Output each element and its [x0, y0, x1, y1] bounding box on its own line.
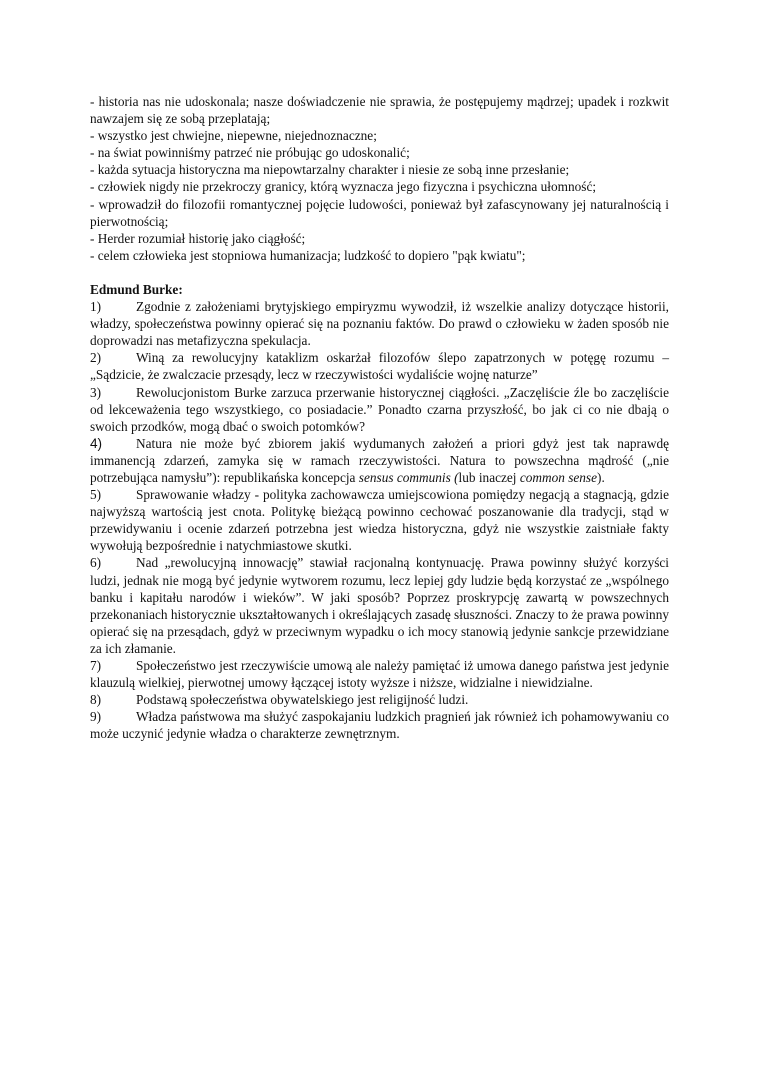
herder-bullet-list	[90, 93, 669, 264]
numbered-item	[90, 435, 669, 486]
item-number: 3)	[90, 384, 102, 400]
numbered-item	[90, 657, 669, 691]
item-text: Społeczeństwo jest rzeczywiście umową ale należy pamiętać iż umowa danego państwa jest jedynie klauzulą wielkiej, pierwotnej umowy łączącej istoty wyższe i niższe, widzialne i niewidzialne.	[90, 658, 669, 691]
item-text: Podstawą społeczeństwa obywatelskiego jest religijność ludzi.	[136, 692, 469, 708]
item-text: Zgodnie z założeniami brytyjskiego empiryzmu wywodził, iż wszelkie analizy dotyczące historii, władzy, społeczeństwa powinny opierać się na poznaniu faktów. Do prawd o człowieku w żaden sposób nie doprowadzi nas metafizyczna spekulacja.	[90, 299, 669, 349]
item-text: Sprawowanie władzy - polityka zachowawcza umiejscowiona pomiędzy negacją a stagnacją, gdzie najwyższą wartością jest cnota. Politykę bieżącą powinno cechować poszanowanie dla tradycji, stąd w przewidywaniu i ocenie zdarzeń potrzebna jest wiedza historyczna, gdyż nie wszystkie zaistniałe fakty wywołują bezpośrednie i natychmiastowe skutki.	[90, 487, 669, 554]
item-number: 4)	[90, 435, 103, 451]
item-text: ).	[597, 469, 605, 485]
item-text: Rewolucjonistom Burke zarzuca przerwanie historycznej ciągłości. „Zaczęliście źle bo zaczęliście od lekceważenia tego wszystkiego, co posiadacie.” Ponadto czarna przyszłość, bo jak ci co nie dbają o swoich przodków, mogą dbać o swoich potomków?	[90, 384, 669, 434]
item-text-italic: sensus communis (	[358, 469, 459, 485]
bullet-item: - wprowadził do filozofii romantycznej pojęcie ludowości, ponieważ był zafascynowany jej naturalnością i pierwotnością;	[90, 196, 669, 229]
item-text: Winą za rewolucyjny kataklizm oskarżał filozofów ślepo zapatrzonych w potęgę rozumu – „Sądzicie, że zwalczacie przesądy, lecz w rzeczywistości wydaliście wojnę naturze”	[90, 350, 669, 383]
bullet-item: - wszystko jest chwiejne, niepewne, niejednoznaczne;	[90, 128, 377, 144]
item-number: 6)	[90, 555, 102, 571]
bullet-item: - Herder rozumiał historię jako ciągłość;	[90, 230, 306, 246]
bullet-item: - historia nas nie udoskonala; nasze doświadczenie nie sprawia, że postępujemy mądrzej; upadek i rozkwit nawzajem się ze sobą przeplatają;	[90, 94, 669, 127]
numbered-item	[90, 691, 669, 708]
burke-numbered-list	[90, 298, 669, 742]
item-text-italic: common sense	[519, 469, 598, 485]
numbered-item	[90, 486, 669, 554]
numbered-item	[90, 384, 669, 435]
section-heading-burke: Edmund Burke:	[90, 281, 183, 297]
numbered-item	[90, 349, 669, 383]
numbered-item	[90, 554, 669, 657]
item-number: 1)	[90, 299, 102, 315]
blank-line	[90, 264, 669, 281]
numbered-item	[90, 708, 669, 742]
bullet-item: - na świat powinniśmy patrzeć nie próbując go udoskonalić;	[90, 145, 410, 161]
numbered-item	[90, 298, 669, 349]
item-number: 5)	[90, 487, 102, 503]
bullet-item: - celem człowieka jest stopniowa humanizacja; ludzkość to dopiero "pąk kwiatu";	[90, 247, 526, 263]
bullet-item: - człowiek nigdy nie przekroczy granicy, którą wyznacza jego fizyczna i psychiczna ułomność;	[90, 179, 597, 195]
bullet-item: - każda sytuacja historyczna ma niepowtarzalny charakter i niesie ze sobą inne przesłanie;	[90, 162, 570, 178]
item-number: 2)	[90, 350, 102, 366]
item-text: Władza państwowa ma służyć zaspokajaniu ludzkich pragnień jak również ich pohamowywaniu co może uczynić jedynie władza o charakterze zewnętrznym.	[90, 709, 669, 742]
item-number: 9)	[90, 709, 102, 725]
item-text: Nad „rewolucyjną innowację” stawiał racjonalną kontynuację. Prawa powinny służyć korzyści ludzi, jednak nie mogą być jedynie wytworem rozumu, lecz lepiej gdy ludzie będą korzystać ze „wspólnego banku i kapitału narodów i wieków”. W jaki sposób? Poprzez proskrypcję zawartą w powszechnych przekonaniach historycznie ukształtowanych i określających zasadę słuszności. Znaczy to że prawa powinny opierać się na przesądach, gdyż w przeciwnym wypadku o ich mocy stanowią jedynie sankcje przewidziane za ich złamanie.	[90, 555, 669, 656]
item-number: 8)	[90, 692, 102, 708]
document-page	[90, 93, 669, 742]
item-number: 7)	[90, 658, 102, 673]
item-text: lub inaczej	[458, 469, 520, 485]
item-text: Natura nie może być zbiorem jakiś wydumanych założeń a priori gdyż jest tak naprawdę immanencją zdarzeń, zamyka się w ramach rzeczywistości. Natura to powszechna mądrość („nie potrzebująca namysłu”): republikańska koncepcja	[90, 435, 669, 485]
